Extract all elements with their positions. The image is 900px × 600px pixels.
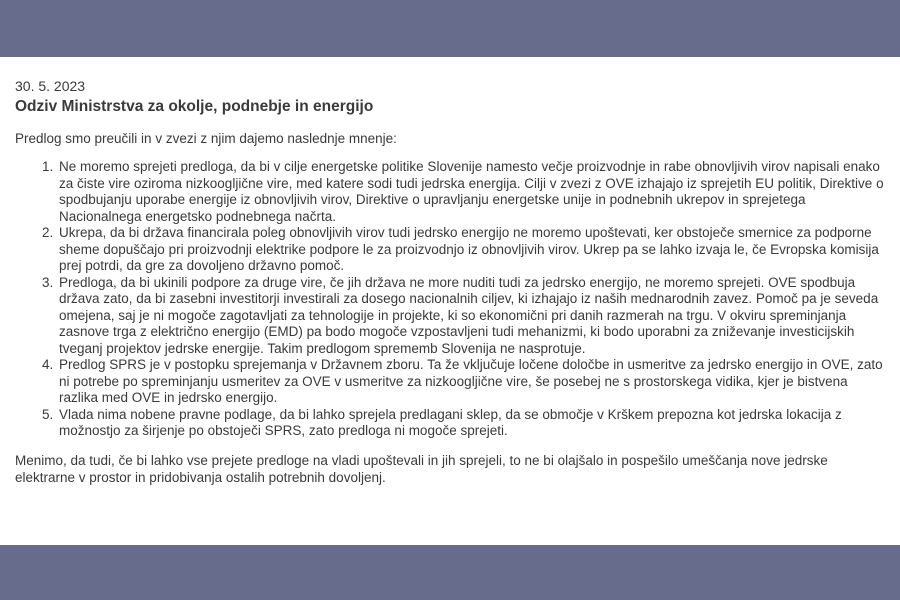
document-date: 30. 5. 2023 bbox=[15, 78, 86, 94]
list-item: 2. Ukrepa, da bi država financirala poleg obnovljivih virov tudi jedrsko energijo ne moremo upoštevati, ker obstoječe smernice za podporne sheme dopuščajo pri proizvodnji elektrike podpore le za proizvodnjo iz obnovljivih virov. Ukrep pa se lahko izvaja le, če Evropska komisija prej potrdi, da gre za dovoljeno državno pomoč. bbox=[57, 225, 890, 275]
list-item: 4. Predlog SPRS je v postopku sprejemanja v Državnem zboru. Ta že vključuje ločene določbe in usmeritve za jedrsko energijo in OVE, zato ni potrebe po spreminjanju usmeritev za OVE v usmeritve za nizkoogljične vire, še posebej ne s prostorskega vidika, kjer je bistvena razlika med OVE in jedrsko energijo. bbox=[57, 357, 890, 407]
intro-paragraph: Predlog smo preučili in v zvezi z njim dajemo naslednje mnenje: bbox=[15, 131, 397, 146]
document-title: Odziv Ministrstva za okolje, podnebje in energijo bbox=[15, 98, 374, 115]
list-item: 5. Vlada nima nobene pravne podlage, da bi lahko sprejela predlagani sklep, da se območje v Krškem prepozna kot jedrska lokacija z možnostjo za širjenje po obstoječi SPRS, zato predloga ni mogoče sprejeti. bbox=[57, 407, 890, 440]
list-item: 3. Predloga, da bi ukinili podpore za druge vire, če jih država ne more nuditi tudi za jedrsko energijo, ne moremo sprejeti. OVE spodbuja država zato, da bi zasebni investitorji investirali za dosego nacionalnih ciljev, ki izhajajo iz naših mednarodnih zavez. Pomoč pa je seveda omejena, saj je ni mogoče zagotavljati za tehnologije in projekte, ki so ekonomični pri danih razmerah na trgu. V okviru spreminjanja zasnove trga z električno energijo (EMD) pa bodo mogoče vzpostavljeni tudi mehanizmi, ki bodo uporabni za zniževanje investicijskih tveganj projektov jedrske energije. Takim predlogom sprememb Slovenija ne nasprotuje. bbox=[57, 275, 890, 358]
response-list bbox=[15, 159, 890, 440]
document-content bbox=[15, 78, 890, 486]
closing-paragraph: Menimo, da tudi, če bi lahko vse prejete predloge na vladi upoštevali in jih sprejeli, to ne bi olajšalo in pospešilo umeščanja nove jedrske elektrarne v prostor in pridobivanja ostalih potrebnih dovoljenj. bbox=[15, 452, 828, 485]
bottom-band bbox=[0, 545, 900, 600]
list-item: 1. Ne moremo sprejeti predloga, da bi v cilje energetske politike Slovenije namesto večje proizvodnje in rabe obnovljivih virov napisali enako za čiste vire oziroma nizkoogljične vire, med katere sodi tudi jedrska energija. Cilji v zvezi z OVE izhajajo iz sprejetih EU politik, Direktive o spodbujanju uporabe energije iz obnovljivih virov, Direktive o upravljanju energetske unije in podnebnih ukrepov in sprejetega Nacionalnega energetsko podnebnega načrta. bbox=[57, 159, 890, 225]
top-band bbox=[0, 0, 900, 57]
